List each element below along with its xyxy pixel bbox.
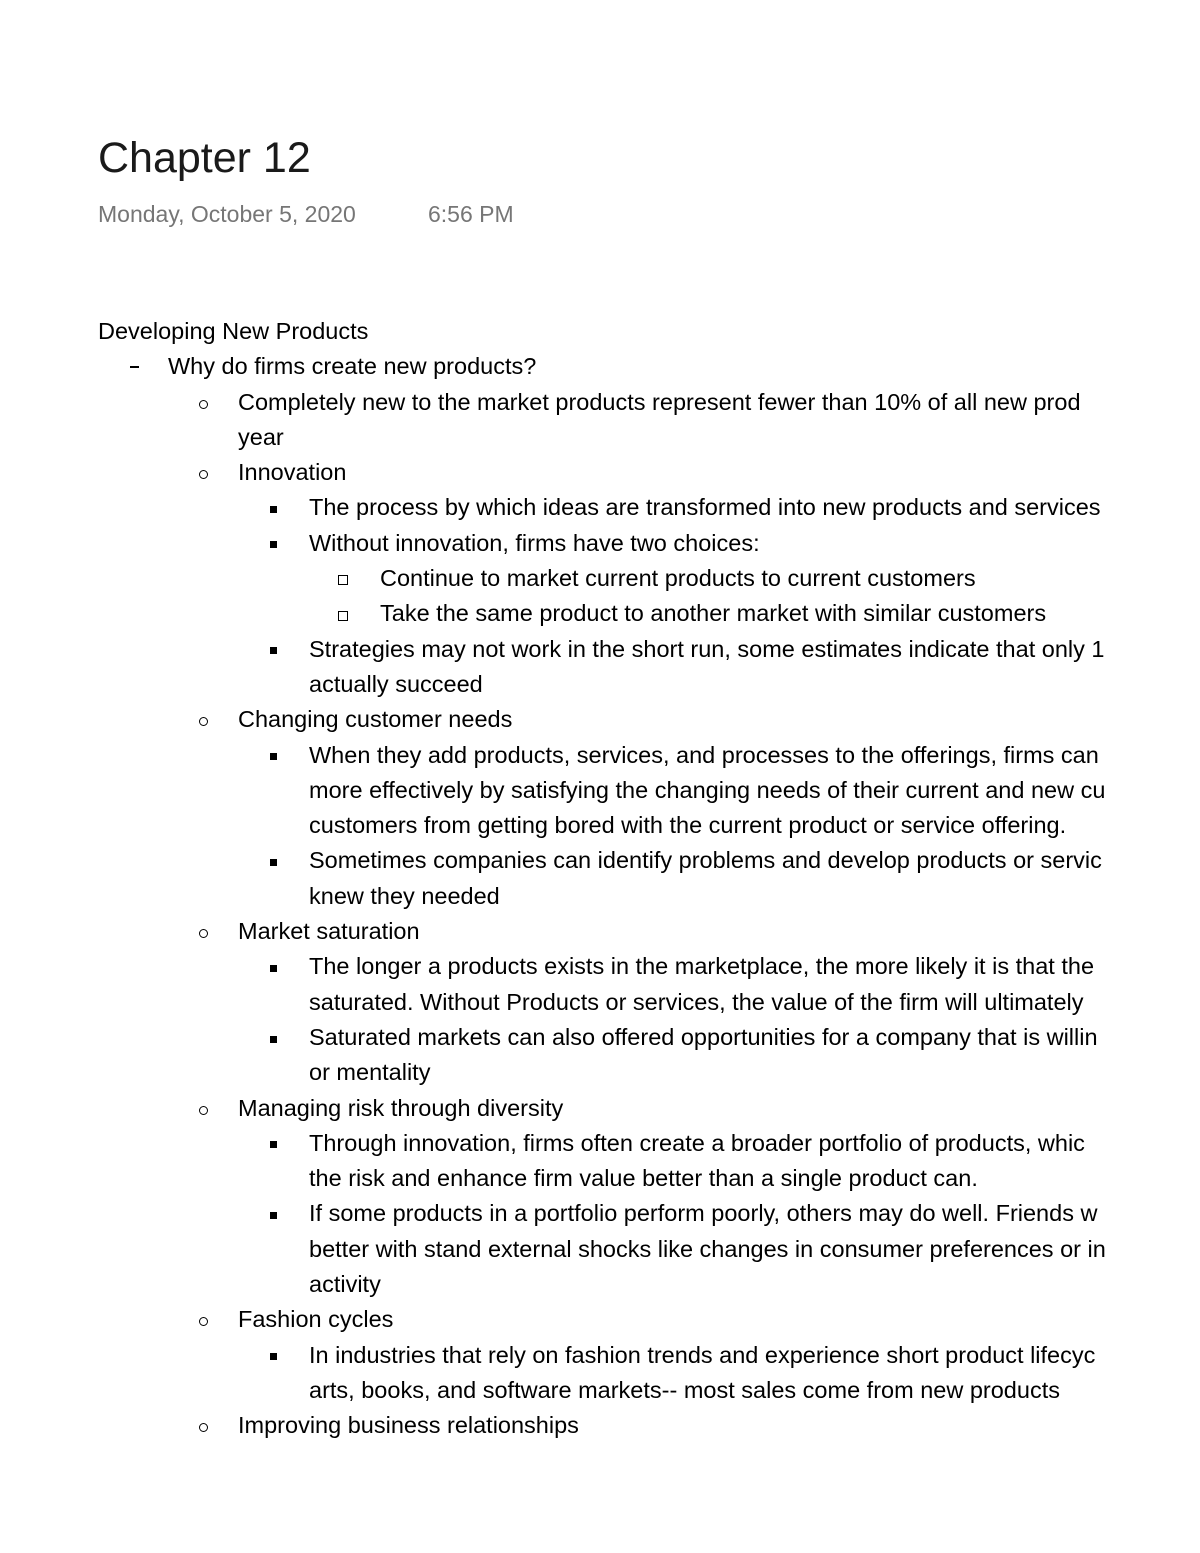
outline-item bbox=[0, 1302, 1200, 1337]
outline-item-text: Fashion cycles bbox=[238, 1306, 394, 1333]
outline-item-text: Changing customer needs bbox=[238, 706, 513, 733]
outline-item-text: Strategies may not work in the short run, some estimates indicate that only 1 bbox=[309, 635, 1105, 662]
outline-item bbox=[0, 1091, 1200, 1126]
outline-item-text: the risk and enhance firm value better than a single product can. bbox=[309, 1165, 978, 1192]
outline-item bbox=[0, 914, 1200, 949]
outline-item-text: Innovation bbox=[238, 459, 347, 486]
circle-bullet-icon bbox=[194, 1302, 212, 1337]
outline-line-continuation bbox=[0, 1232, 1200, 1267]
outline-item-text: In industries that rely on fashion trends and experience short product lifecyc bbox=[309, 1341, 1096, 1368]
outline-line-continuation bbox=[0, 773, 1200, 808]
outline-item-text: Sometimes companies can identify problems and develop products or servic bbox=[309, 847, 1102, 874]
outline-item-text: Through innovation, firms often create a broader portfolio of products, whic bbox=[309, 1129, 1085, 1156]
circle-bullet-icon bbox=[194, 385, 212, 420]
outline-line-continuation bbox=[0, 1055, 1200, 1090]
note-title: Chapter 12 bbox=[98, 134, 311, 182]
outline-item bbox=[0, 561, 1200, 596]
outline-item-text: Market saturation bbox=[238, 918, 420, 945]
outline-item-text: The longer a products exists in the marketplace, the more likely it is that the bbox=[309, 953, 1095, 980]
outline-item-text: Improving business relationships bbox=[238, 1412, 579, 1439]
outline-item-text: year bbox=[238, 423, 284, 450]
square-bullet-icon bbox=[266, 843, 280, 878]
square-bullet-icon bbox=[266, 949, 280, 984]
outline-item bbox=[0, 1126, 1200, 1161]
outline-item-text: customers from getting bored with the current product or service offering. bbox=[309, 812, 1067, 839]
outline-item-text: Completely new to the market products represent fewer than 10% of all new prod bbox=[238, 388, 1081, 415]
outline-item-text: The process by which ideas are transformed into new products and services bbox=[309, 494, 1101, 521]
circle-bullet-icon bbox=[194, 914, 212, 949]
square-bullet-icon bbox=[266, 490, 280, 525]
outline-item bbox=[0, 1196, 1200, 1231]
square-bullet-icon bbox=[266, 632, 280, 667]
hollow-square-bullet-icon bbox=[335, 561, 351, 596]
outline-item-text: saturated. Without Products or services, the value of the firm will ultimately bbox=[309, 988, 1084, 1015]
outline-line-continuation bbox=[0, 879, 1200, 914]
outline-item-text: arts, books, and software markets-- most sales come from new products bbox=[309, 1376, 1060, 1403]
outline-item-text: activity bbox=[309, 1271, 381, 1298]
outline-item bbox=[0, 1020, 1200, 1055]
outline-item-text: Without innovation, firms have two choices: bbox=[309, 529, 760, 556]
outline-item bbox=[0, 526, 1200, 561]
square-bullet-icon bbox=[266, 738, 280, 773]
outline-item-text: When they add products, services, and processes to the offerings, firms can bbox=[309, 741, 1099, 768]
outline-item bbox=[0, 1408, 1200, 1443]
outline-item bbox=[0, 843, 1200, 878]
outline-line-continuation bbox=[0, 420, 1200, 455]
outline-item-text: Continue to market current products to current customers bbox=[380, 565, 976, 592]
outline-item bbox=[0, 596, 1200, 631]
outline-line-continuation bbox=[0, 1161, 1200, 1196]
outline-item bbox=[0, 949, 1200, 984]
outline-item bbox=[0, 632, 1200, 667]
outline-item-text: Managing risk through diversity bbox=[238, 1094, 564, 1121]
outline-item-text: Saturated markets can also offered opportunities for a company that is willin bbox=[309, 1023, 1098, 1050]
outline-item bbox=[0, 385, 1200, 420]
dash-bullet-icon bbox=[126, 349, 142, 384]
outline-item-text: If some products in a portfolio perform poorly, others may do well. Friends w bbox=[309, 1200, 1098, 1227]
outline-line-continuation bbox=[0, 667, 1200, 702]
outline-item-text: or mentality bbox=[309, 1059, 431, 1086]
outline-item-text: better with stand external shocks like changes in consumer preferences or in bbox=[309, 1235, 1106, 1262]
note-time: 6:56 PM bbox=[428, 201, 514, 227]
outline-line-continuation bbox=[0, 1373, 1200, 1408]
outline-item bbox=[0, 314, 1200, 349]
note-outline bbox=[0, 314, 1200, 1444]
outline-line-continuation bbox=[0, 985, 1200, 1020]
outline-item bbox=[0, 738, 1200, 773]
outline-line-continuation bbox=[0, 1267, 1200, 1302]
outline-line-continuation bbox=[0, 808, 1200, 843]
outline-item-text: Take the same product to another market with similar customers bbox=[380, 600, 1047, 627]
outline-item-text: knew they needed bbox=[309, 882, 500, 909]
outline-item bbox=[0, 349, 1200, 384]
outline-item-text: actually succeed bbox=[309, 670, 483, 697]
circle-bullet-icon bbox=[194, 1091, 212, 1126]
outline-item-text: more effectively by satisfying the changing needs of their current and new cu bbox=[309, 776, 1106, 803]
circle-bullet-icon bbox=[194, 702, 212, 737]
outline-item bbox=[0, 455, 1200, 490]
outline-item bbox=[0, 1338, 1200, 1373]
circle-bullet-icon bbox=[194, 455, 212, 490]
circle-bullet-icon bbox=[194, 1408, 212, 1443]
outline-item bbox=[0, 702, 1200, 737]
outline-item bbox=[0, 490, 1200, 525]
square-bullet-icon bbox=[266, 1338, 280, 1373]
square-bullet-icon bbox=[266, 1196, 280, 1231]
square-bullet-icon bbox=[266, 1020, 280, 1055]
outline-item-text: Why do firms create new products? bbox=[168, 353, 537, 380]
hollow-square-bullet-icon bbox=[335, 596, 351, 631]
outline-item-text: Developing New Products bbox=[98, 318, 369, 344]
note-date: Monday, October 5, 2020 bbox=[98, 201, 356, 227]
square-bullet-icon bbox=[266, 526, 280, 561]
square-bullet-icon bbox=[266, 1126, 280, 1161]
